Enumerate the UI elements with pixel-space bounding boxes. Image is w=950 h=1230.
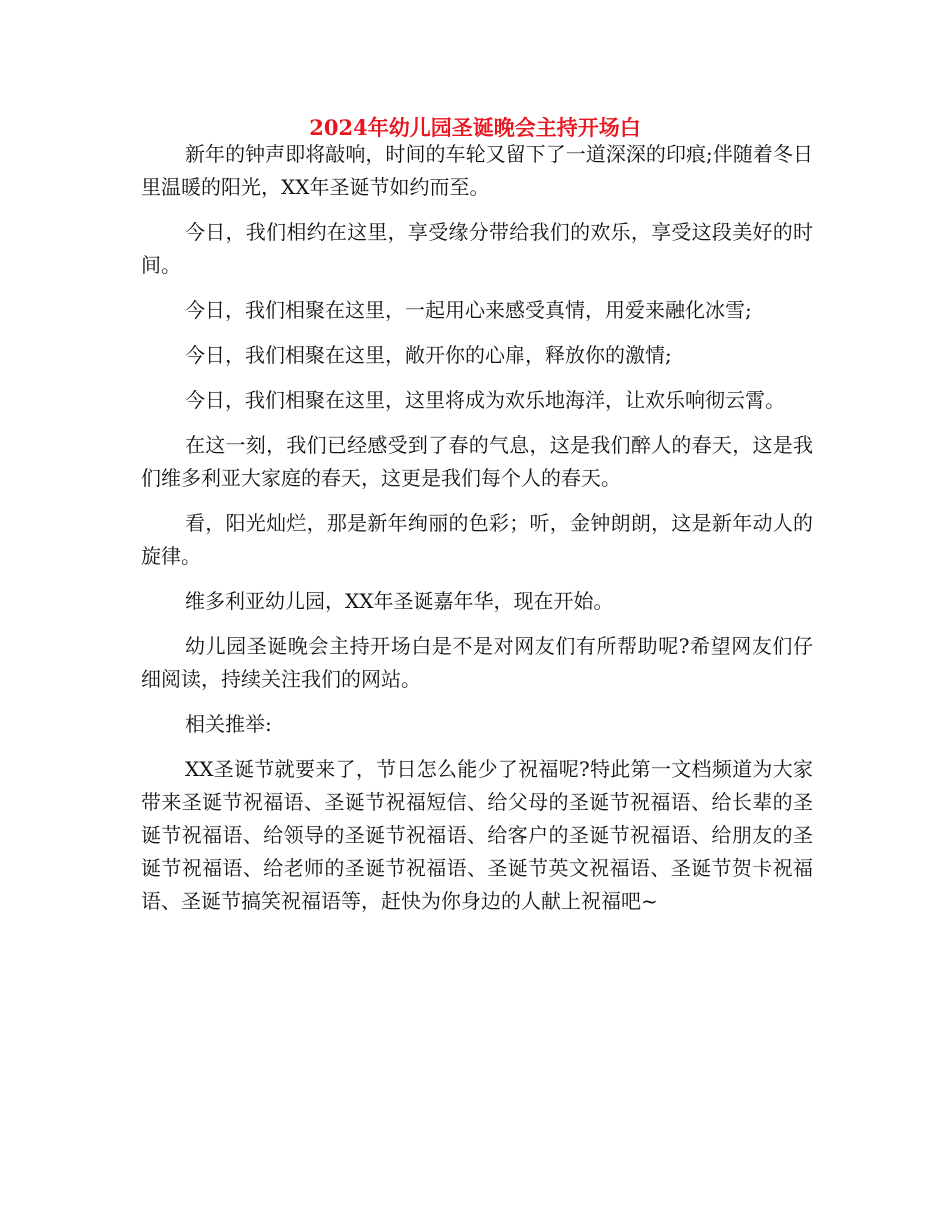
paragraph-5: 今日，我们相聚在这里，这里将成为欢乐地海洋，让欢乐响彻云霄。 [185,388,785,412]
related-recommendations-heading: 相关推举: [185,712,272,736]
paragraph-1: 新年的钟声即将敲响，时间的车轮又留下了一道深深的印痕;伴随着冬日里温暖的阳光，XX年圣诞节如约而至。 [141,142,813,199]
paragraph-8: 维多利亚幼儿园，XX年圣诞嘉年华，现在开始。 [185,589,614,613]
document-title: 2024年幼儿园圣诞晚会主持开场白 [309,115,641,140]
paragraph-9: 幼儿园圣诞晚会主持开场白是不是对网友们有所帮助呢?希望网友们仔细阅读，持续关注我们的网站。 [141,634,813,691]
paragraph-7: 看，阳光灿烂，那是新年绚丽的色彩；听，金钟朗朗，这是新年动人的旋律。 [141,511,813,568]
document-body [141,138,813,918]
paragraph-3: 今日，我们相聚在这里，一起用心来感受真情，用爱来融化冰雪; [185,298,752,322]
paragraph-2: 今日，我们相约在这里，享受缘分带给我们的欢乐，享受这段美好的时间。 [141,220,813,277]
paragraph-11: XX圣诞节就要来了，节日怎么能少了祝福呢?特此第一文档频道为大家带来圣诞节祝福语、圣诞节祝福短信、给父母的圣诞节祝福语、给长辈的圣诞节祝福语、给领导的圣诞节祝福语、给客户的圣诞节祝福语、给朋友的圣诞节祝福语、给老师的圣诞节祝福语、圣诞节英文祝福语、圣诞节贺卡祝福语、圣诞节搞笑祝福语等，赶快为你身边的人献上祝福吧~ [141,757,813,913]
paragraph-6: 在这一刻，我们已经感受到了春的气息，这是我们醉人的春天，这是我们维多利亚大家庭的春天，这更是我们每个人的春天。 [141,433,813,490]
paragraph-4: 今日，我们相聚在这里，敞开你的心扉，释放你的激情; [185,343,672,367]
